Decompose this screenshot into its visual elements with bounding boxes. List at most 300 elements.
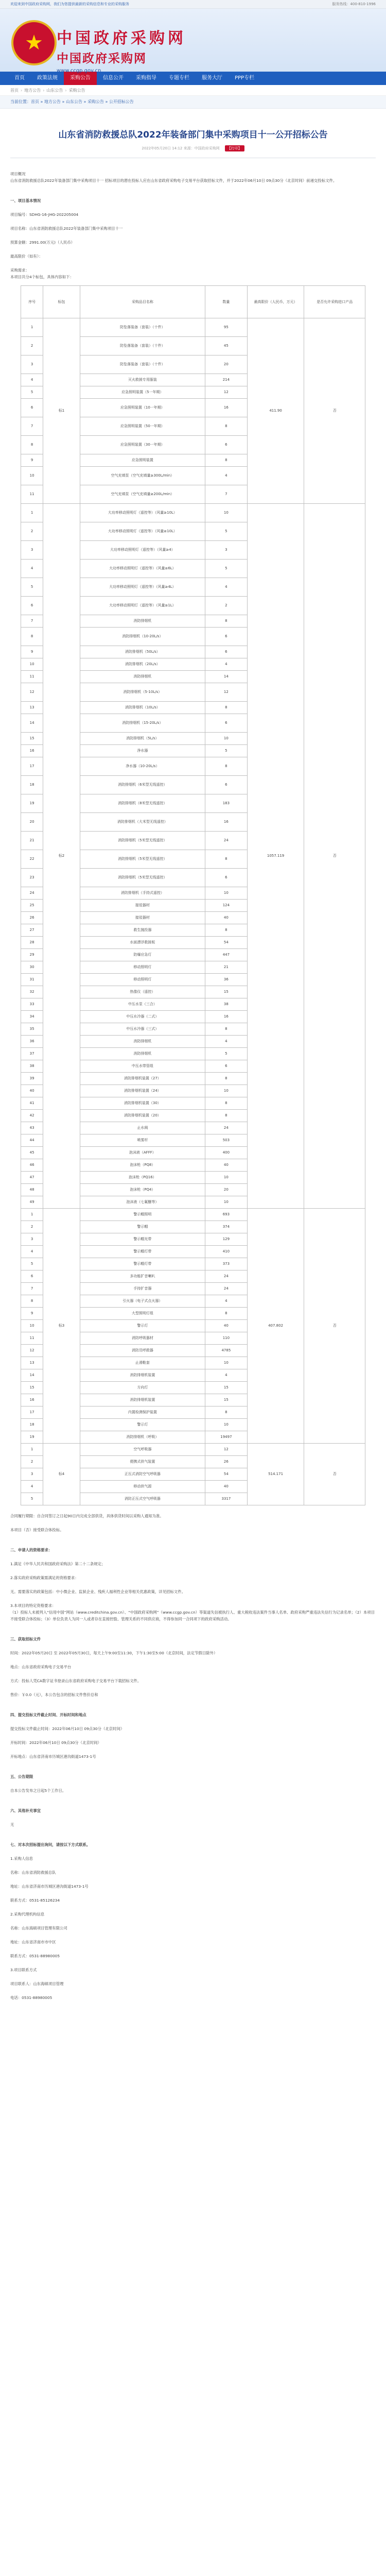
qualification-3-detail: （1）投标人未被列入“信用中国”网站（www.creditchina.gov.cn）、“中国政府采购网”（www.ccgp.gov.cn）等渠道失信被执行人、重大税收违法案件当事人名单、政府采购严重违法失信行为记录名单；（2）本项目不接受联合体投标；（3）单位负责人为同一人或者存在直接控股、管理关系的不同供应商，不得参加同一合同项下的政府采购活动。 [10, 1610, 375, 1621]
table-cell: 警示帽 [80, 1221, 205, 1233]
table-cell: 消防排烟机 [80, 1048, 205, 1060]
table-cell: 大功率移动照明灯（遥控等）（风量≥6L） [80, 560, 205, 578]
notice-period: 自本公告发布之日起5个工作日。 [10, 1788, 66, 1793]
get-time: 时间：2022年05月20日 至 2022年05月30日，每天上午9:00至11:30，下午1:30至5:00（北京时间，法定节假日除外） [10, 1651, 218, 1655]
table-header-cell: 标包 [43, 286, 80, 318]
table-cell: 39 [21, 1073, 43, 1085]
article-meta [10, 145, 376, 151]
breadcrumb-link[interactable]: 首页 [10, 88, 19, 93]
table-cell: 6 [21, 399, 43, 417]
table-cell: 移动照明灯 [80, 974, 205, 986]
table-cell: 1 [21, 504, 43, 522]
table-cell: 泡沫液（AFFF） [80, 1147, 205, 1159]
table-cell: 34 [21, 1011, 43, 1023]
table-cell: 警示帽照明 [80, 1209, 205, 1221]
table-cell: 1057.119 [247, 504, 304, 1209]
table-cell: 大功率移动照明灯（遥控等）（风量≥10L） [80, 504, 205, 522]
open-time: 开标时间：2022年06月10日 09点30分（北京时间） [10, 1740, 102, 1745]
table-cell: 15 [21, 733, 43, 745]
table-cell: 消防排烟机（10-20L/s） [80, 628, 205, 646]
table-cell: 2 [21, 522, 43, 541]
section-4-heading: 四、提交投标文件截止时间、开标时间和地点 [10, 1713, 86, 1717]
table-cell: 15 [205, 986, 248, 998]
table-cell: 10 [205, 1196, 248, 1209]
table-cell: 11 [21, 671, 43, 683]
table-cell: 16 [21, 1394, 43, 1406]
max-price: 最高限价（如有）： [10, 254, 43, 259]
table-cell: 4 [21, 1481, 43, 1493]
table-cell: 消防排烟机装置（27） [80, 1073, 205, 1085]
table-cell: 9 [21, 454, 43, 467]
table-cell: 110 [205, 1332, 248, 1345]
table-cell: 49 [21, 1196, 43, 1209]
article-container [10, 127, 376, 2001]
table-cell: 5 [205, 560, 248, 578]
table-cell: 泡沫枪（PQ16） [80, 1172, 205, 1184]
table-cell: 应急照明装置（50一年期） [80, 417, 205, 436]
chevron-right-icon: › [43, 88, 45, 93]
table-cell: 447 [205, 949, 248, 961]
location-bar: 当前位置：首页 » 地方公告 » 山东公告 » 采购公告 » 公开招标公告 [0, 96, 386, 109]
table-cell: 消防排烟机 [80, 615, 205, 628]
nav-item[interactable]: 服务大厅 [202, 75, 222, 81]
table-cell: 净水器（10-20L/s） [80, 757, 205, 776]
table-cell: 标2 [43, 504, 80, 1209]
table-cell: 16 [205, 399, 248, 417]
section-7-heading: 七、对本次招标提出询问，请按以下方式联系。 [10, 1842, 91, 1847]
table-cell: 10 [205, 504, 248, 522]
table-cell: 17 [21, 1406, 43, 1419]
table-cell: 33 [21, 998, 43, 1011]
table-cell: 8 [205, 454, 248, 467]
table-cell: 16 [205, 1011, 248, 1023]
table-cell: 37 [21, 1048, 43, 1060]
table-cell: 止水阀 [80, 1122, 205, 1134]
table-cell: 泡沫液（七氟醚等） [80, 1196, 205, 1209]
table-cell: 20 [205, 1184, 248, 1196]
table-cell: 消防排烟机（呼吸） [80, 1431, 205, 1444]
table-cell: 10 [205, 733, 248, 745]
table-cell: 12 [205, 683, 248, 702]
table-cell: 5 [205, 522, 248, 541]
qualification-1: 1.满足《中华人民共和国政府采购法》第二十二条规定； [10, 1562, 106, 1566]
nav-item[interactable]: 信息公开 [103, 75, 124, 81]
table-cell: 中压水带管组 [80, 1060, 205, 1073]
table-cell: 喷雾杆 [80, 1134, 205, 1147]
table-cell: 防爆应急灯 [80, 949, 205, 961]
table-cell: 40 [205, 1481, 248, 1493]
contact-name: 项目联系人：山东海硕项目管理 [10, 1981, 64, 1986]
table-cell: 消防呼吸器材 [80, 1332, 205, 1345]
table-cell: 24 [21, 887, 43, 900]
table-cell: 移动照明灯 [80, 961, 205, 974]
table-cell: 24 [205, 1270, 248, 1283]
table-cell: 13 [21, 702, 43, 714]
table-cell: 警示帽灯带 [80, 1258, 205, 1270]
table-cell: 方向灯 [80, 1382, 205, 1394]
table-cell: 4 [205, 1295, 248, 1308]
chevron-right-icon: › [65, 88, 67, 93]
breadcrumb-link[interactable]: 地方公告 [24, 88, 41, 93]
table-cell: 消防排烟机 [80, 1036, 205, 1048]
purchaser-phone: 联系方式：0531-85126234 [10, 1898, 60, 1903]
table-cell: 警示帽灯带 [80, 1246, 205, 1258]
table-cell: 7 [21, 615, 43, 628]
table-cell: 接驳器材 [80, 900, 205, 912]
table-cell: 消防排烟机（15-20L/s） [80, 714, 205, 733]
table-cell: 5 [21, 1258, 43, 1270]
table-cell: 15 [205, 1394, 248, 1406]
table-cell: 503 [205, 1134, 248, 1147]
table-cell: 消防员呼救器 [80, 1345, 205, 1357]
qualification-2-detail: 无。需要落实的政策包括：中小微企业、监狱企业、残疾人福利性企业等相关优惠政策，详见招标文件。 [10, 1589, 185, 1594]
table-cell: 14 [21, 714, 43, 733]
table-cell: 消防排烟机装置（24） [80, 1085, 205, 1097]
table-cell: 6 [205, 869, 248, 887]
table-cell: 54 [205, 937, 248, 949]
table-cell: 4 [21, 560, 43, 578]
table-cell: 16 [205, 813, 248, 832]
table-cell: 23 [21, 869, 43, 887]
nav-item[interactable]: PPP专栏 [235, 75, 255, 81]
table-cell: 3317 [205, 1493, 248, 1505]
table-cell: 40 [21, 1085, 43, 1097]
table-cell: 10 [205, 1172, 248, 1184]
table-cell: 45 [21, 1147, 43, 1159]
table-cell: 40 [205, 1320, 248, 1332]
table-cell: 38 [21, 1060, 43, 1073]
table-cell: 54 [205, 1468, 248, 1481]
table-header-cell: 序号 [21, 286, 43, 318]
table-cell: 8 [205, 1073, 248, 1085]
site-brand[interactable] [57, 25, 186, 74]
section-2-heading: 二、申请人的资格要求： [10, 1548, 52, 1552]
table-cell: 25 [21, 900, 43, 912]
table-cell: 27 [21, 924, 43, 937]
table-cell: 消防排烟机（6米型无线遥控） [80, 776, 205, 794]
table-cell: 便携式供气装置 [80, 1456, 205, 1468]
table-cell: 3 [205, 541, 248, 560]
get-place: 地点：山东省政府采购电子交易平台 [10, 1665, 72, 1669]
nav-item[interactable]: 政策法规 [37, 75, 58, 81]
table-cell: 8 [21, 628, 43, 646]
section-3-heading: 三、获取招标文件 [10, 1637, 41, 1641]
table-cell: 否 [304, 318, 365, 504]
table-cell: 31 [21, 974, 43, 986]
table-cell: 22 [21, 850, 43, 869]
table-cell: 5 [21, 578, 43, 597]
table-cell: 14 [205, 671, 248, 683]
table-cell: 6 [205, 776, 248, 794]
table-cell: 泡沫枪（PQ4） [80, 1184, 205, 1196]
table-cell: 大功率移动照明灯（遥控等）（风量≥1L） [80, 597, 205, 615]
table-cell: 10 [205, 887, 248, 900]
table-cell: 40 [205, 1159, 248, 1172]
table-cell: 消防排烟机（手持式遥控） [80, 887, 205, 900]
table-cell: 消防排烟机（8米型无线遥控） [80, 794, 205, 813]
table-header-cell: 数量 [205, 286, 248, 318]
table-cell: 26 [21, 912, 43, 924]
table-cell: 移动供气源 [80, 1481, 205, 1493]
table-cell: 17 [21, 757, 43, 776]
table-cell: 6 [205, 628, 248, 646]
table-cell: 20 [21, 813, 43, 832]
project-number: 项目编号：SDHG-16-JHG-202205004 [10, 212, 79, 217]
table-cell: 8 [21, 1295, 43, 1308]
table-cell: 6 [205, 646, 248, 658]
table-cell: 40 [205, 912, 248, 924]
table-cell: 防坠落装备（套装）（十件） [80, 318, 205, 337]
table-cell: 407.802 [247, 1209, 304, 1444]
table-cell: 47 [21, 1172, 43, 1184]
table-cell: 4 [205, 1036, 248, 1048]
table-row [21, 1209, 365, 1221]
table-cell: 42 [21, 1110, 43, 1122]
table-cell: 大功率移动照明灯（遥控等）（风量≥10L） [80, 522, 205, 541]
table-cell: 净水器 [80, 745, 205, 757]
breadcrumb-link[interactable]: 采购公告 [68, 88, 85, 93]
table-cell: 8 [205, 1406, 248, 1419]
qualification-3: 3.本项目的特定资格要求： [10, 1603, 56, 1608]
table-cell: 8 [205, 924, 248, 937]
nav-item[interactable]: 专题专栏 [169, 75, 189, 81]
table-cell: 6 [205, 714, 248, 733]
breadcrumb [0, 85, 386, 96]
table-cell: 32 [21, 986, 43, 998]
table-cell: 4 [21, 374, 43, 386]
table-cell: 8 [205, 757, 248, 776]
table-cell: 10 [205, 1085, 248, 1097]
table-cell: 大型照明灯组 [80, 1308, 205, 1320]
table-cell: 消防排烟机装置（30） [80, 1097, 205, 1110]
table-cell: 19497 [205, 1431, 248, 1444]
purchaser-name: 名称：山东省消防救援总队 [10, 1870, 56, 1875]
site-url: www.ccgp.gov.cn [57, 68, 101, 74]
table-cell: 6 [21, 1270, 43, 1283]
table-cell: 35 [21, 1023, 43, 1036]
table-cell: 214 [205, 374, 248, 386]
table-cell: 消防正压式空气呼吸器 [80, 1493, 205, 1505]
table-cell: 4 [205, 467, 248, 485]
hotline-text: 服务热线：400-810-1996 [332, 2, 376, 6]
table-cell: 3 [21, 541, 43, 560]
table-cell: 411.90 [247, 318, 304, 504]
table-cell: 48 [21, 1184, 43, 1196]
table-cell: 3 [21, 355, 43, 374]
table-cell: 4 [205, 658, 248, 671]
table-cell: 2 [21, 337, 43, 355]
table-cell: 内置检测保护装置 [80, 1406, 205, 1419]
purchaser-address: 地址：山东省济南市历城区港沟街道1473-1号 [10, 1884, 89, 1889]
table-cell: 129 [205, 1233, 248, 1246]
table-cell: 消防排烟机装置 [80, 1394, 205, 1406]
open-place: 开标地点：山东省济南市历城区港沟街道1473-1号 [10, 1754, 96, 1759]
top-info-bar [0, 0, 386, 9]
table-cell: 应急照明装置 [80, 454, 205, 467]
page-title: 山东省消防救援总队2022年装备部门集中采购项目十一公开招标公告 [58, 130, 328, 140]
table-cell: 410 [205, 1246, 248, 1258]
table-cell: 应急照明装置（30一年期） [80, 436, 205, 454]
table-cell: 7 [205, 485, 248, 504]
table-cell: 4 [205, 1369, 248, 1382]
table-cell: 9 [21, 1308, 43, 1320]
table-cell: 11 [21, 1332, 43, 1345]
table-cell: 标3 [43, 1209, 80, 1444]
section-1-heading: 一、项目基本情况 [10, 198, 41, 203]
breadcrumb-link[interactable]: 山东公告 [46, 88, 63, 93]
table-cell: 15 [21, 1382, 43, 1394]
table-cell: 灭火救援专用服装 [80, 374, 205, 386]
table-cell: 8 [205, 615, 248, 628]
table-row [21, 318, 365, 337]
table-cell: 12 [21, 1345, 43, 1357]
consortium-note: 本项目（否）接受联合体投标。 [10, 1528, 64, 1532]
contact-label: 3.项目联系方式 [10, 1968, 37, 1972]
table-cell: 7 [21, 1283, 43, 1295]
table-cell: 4 [21, 1246, 43, 1258]
table-cell: 400 [205, 1147, 248, 1159]
site-title: 中国政府采购网 [57, 29, 186, 47]
table-cell: 3 [21, 1233, 43, 1246]
table-cell: 514.171 [247, 1444, 304, 1505]
contact-phone: 电话：0531-88980005 [10, 1995, 52, 2000]
table-cell: 3 [21, 1468, 43, 1481]
table-cell: 8 [205, 1110, 248, 1122]
table-cell: 10 [205, 1419, 248, 1431]
table-cell: 中压水冷器（三式） [80, 1023, 205, 1036]
table-cell: 24 [205, 1283, 248, 1295]
table-cell: 空气充填泵（空气充填量≥300L/min） [80, 467, 205, 485]
table-cell: 8 [205, 850, 248, 869]
table-cell: 18 [21, 776, 43, 794]
table-cell: 5 [21, 386, 43, 399]
table-cell: 28 [21, 937, 43, 949]
table-cell: 12 [21, 683, 43, 702]
table-cell: 18 [21, 1419, 43, 1431]
table-cell: 14 [21, 1369, 43, 1382]
table-cell: 12 [205, 1444, 248, 1456]
table-cell: 95 [205, 318, 248, 337]
table-cell: 警示灯 [80, 1419, 205, 1431]
project-name: 项目名称：山东省消防救援总队2022年装备部门集中采购项目十一 [10, 226, 123, 231]
table-cell: 止滑鞋套 [80, 1357, 205, 1369]
article-body [10, 171, 376, 2001]
table-cell: 消防排烟机（5米型无线遥控） [80, 850, 205, 869]
nav-item[interactable]: 采购公告 [64, 72, 97, 85]
intro-label: 项目概况 [10, 172, 26, 176]
nav-item[interactable]: 采购指导 [136, 75, 156, 81]
table-cell: 消防排烟机（5L/s） [80, 733, 205, 745]
nav-item[interactable]: 首页 [14, 75, 25, 81]
table-cell: 应急照明装置（10一年期） [80, 399, 205, 417]
table-cell: 21 [21, 832, 43, 850]
section-5-heading: 五、公告期限 [10, 1774, 33, 1779]
table-cell: 8 [205, 702, 248, 714]
table-cell: 44 [21, 1134, 43, 1147]
table-cell: 19 [21, 1431, 43, 1444]
table-cell: 热像仪（遥控） [80, 986, 205, 998]
agency-address: 地址：山东省济南市市中区 [10, 1940, 56, 1944]
budget-amount: 预算金额：2991.00(万元)（人民币） [10, 240, 75, 245]
table-cell: 6 [205, 436, 248, 454]
table-cell: 10 [205, 1357, 248, 1369]
section-6-heading: 六、其他补充事宜 [10, 1808, 41, 1813]
table-cell: 45 [205, 337, 248, 355]
table-cell: 否 [304, 1444, 365, 1505]
deadline: 提交投标文件截止时间：2022年06月10日 09点30分（北京时间） [10, 1726, 125, 1731]
table-cell: 消防排烟机 [80, 671, 205, 683]
table-cell: 6 [21, 597, 43, 615]
publish-date: 2022年05月20日 14:12 来源：中国政府采购网 [142, 146, 220, 150]
agency-phone: 联系方式：0531-88980005 [10, 1954, 60, 1958]
table-cell: 消防排烟机（5米型无线遥控） [80, 869, 205, 887]
table-cell: 大功率移动照明灯（遥控等）（风量≥4L） [80, 578, 205, 597]
table-cell: 消防排烟机（20L/s） [80, 658, 205, 671]
emblem-icon[interactable]: ★ [11, 20, 57, 65]
table-cell: 消防排烟机（5米型无线遥控） [80, 832, 205, 850]
table-cell: 8 [21, 436, 43, 454]
table-cell: 消防排烟机（10L/s） [80, 702, 205, 714]
table-cell: 应急照明装置（5一年期） [80, 386, 205, 399]
table-cell: 24 [205, 832, 248, 850]
table-cell: 2 [21, 1221, 43, 1233]
table-cell: 1 [21, 1209, 43, 1221]
table-cell: 12 [205, 386, 248, 399]
table-cell: 空气充填泵（空气充填量≥200L/min） [80, 485, 205, 504]
table-cell: 29 [21, 949, 43, 961]
table-cell: 5 [205, 745, 248, 757]
table-cell: 警示灯 [80, 1320, 205, 1332]
table-cell: 5 [21, 1493, 43, 1505]
print-button[interactable]: 【打印】 [225, 145, 244, 151]
table-cell: 38 [205, 998, 248, 1011]
table-cell: 1 [21, 318, 43, 337]
table-cell: 消防排烟机（50L/s） [80, 646, 205, 658]
table-cell: 2 [205, 597, 248, 615]
table-cell: 183 [205, 794, 248, 813]
table-cell: 防坠落装备（套装）（十件） [80, 337, 205, 355]
table-cell: 空气呼吸器 [80, 1444, 205, 1456]
table-cell: 16 [21, 745, 43, 757]
table-cell: 4785 [205, 1345, 248, 1357]
table-cell: 30 [21, 961, 43, 974]
table-cell: 标1 [43, 318, 80, 504]
site-subtitle: 中国政府采购网 [57, 52, 147, 65]
table-cell: 43 [21, 1122, 43, 1134]
table-cell: 11 [21, 485, 43, 504]
table-cell: 否 [304, 1209, 365, 1444]
table-cell: 8 [205, 417, 248, 436]
table-cell: 6 [205, 1060, 248, 1073]
purchaser-label: 1.采购人信息 [10, 1856, 33, 1861]
table-cell: 防坠落装备（套装）（十件） [80, 355, 205, 374]
table-cell: 警示帽光带 [80, 1233, 205, 1246]
table-cell: 10 [21, 658, 43, 671]
agency-name: 名称：山东海硕项目管理有限公司 [10, 1926, 67, 1930]
welcome-text: 欢迎来到中国政府采购网，我们为您提供最新的采购信息和专业的采购服务 [10, 2, 129, 6]
table-cell: 消防排烟机（5-10L/s） [80, 683, 205, 702]
table-cell: 8 [205, 1308, 248, 1320]
table-cell: 中压水冷器（二式） [80, 1011, 205, 1023]
table-cell: 中压水泵（三合） [80, 998, 205, 1011]
table-cell: 24 [205, 1122, 248, 1134]
table-cell: 泡沫枪（PQ8） [80, 1159, 205, 1172]
table-cell: 引火器（电子式点火器） [80, 1295, 205, 1308]
table-cell: 正压式消防空气呼吸器 [80, 1468, 205, 1481]
get-price: 售价：￥0.0（元），本公告包含的招标文件售价总和 [10, 1692, 98, 1697]
table-cell: 124 [205, 900, 248, 912]
requirement-detail: 本项目共分4个标包，具体内容如下： [10, 275, 74, 279]
